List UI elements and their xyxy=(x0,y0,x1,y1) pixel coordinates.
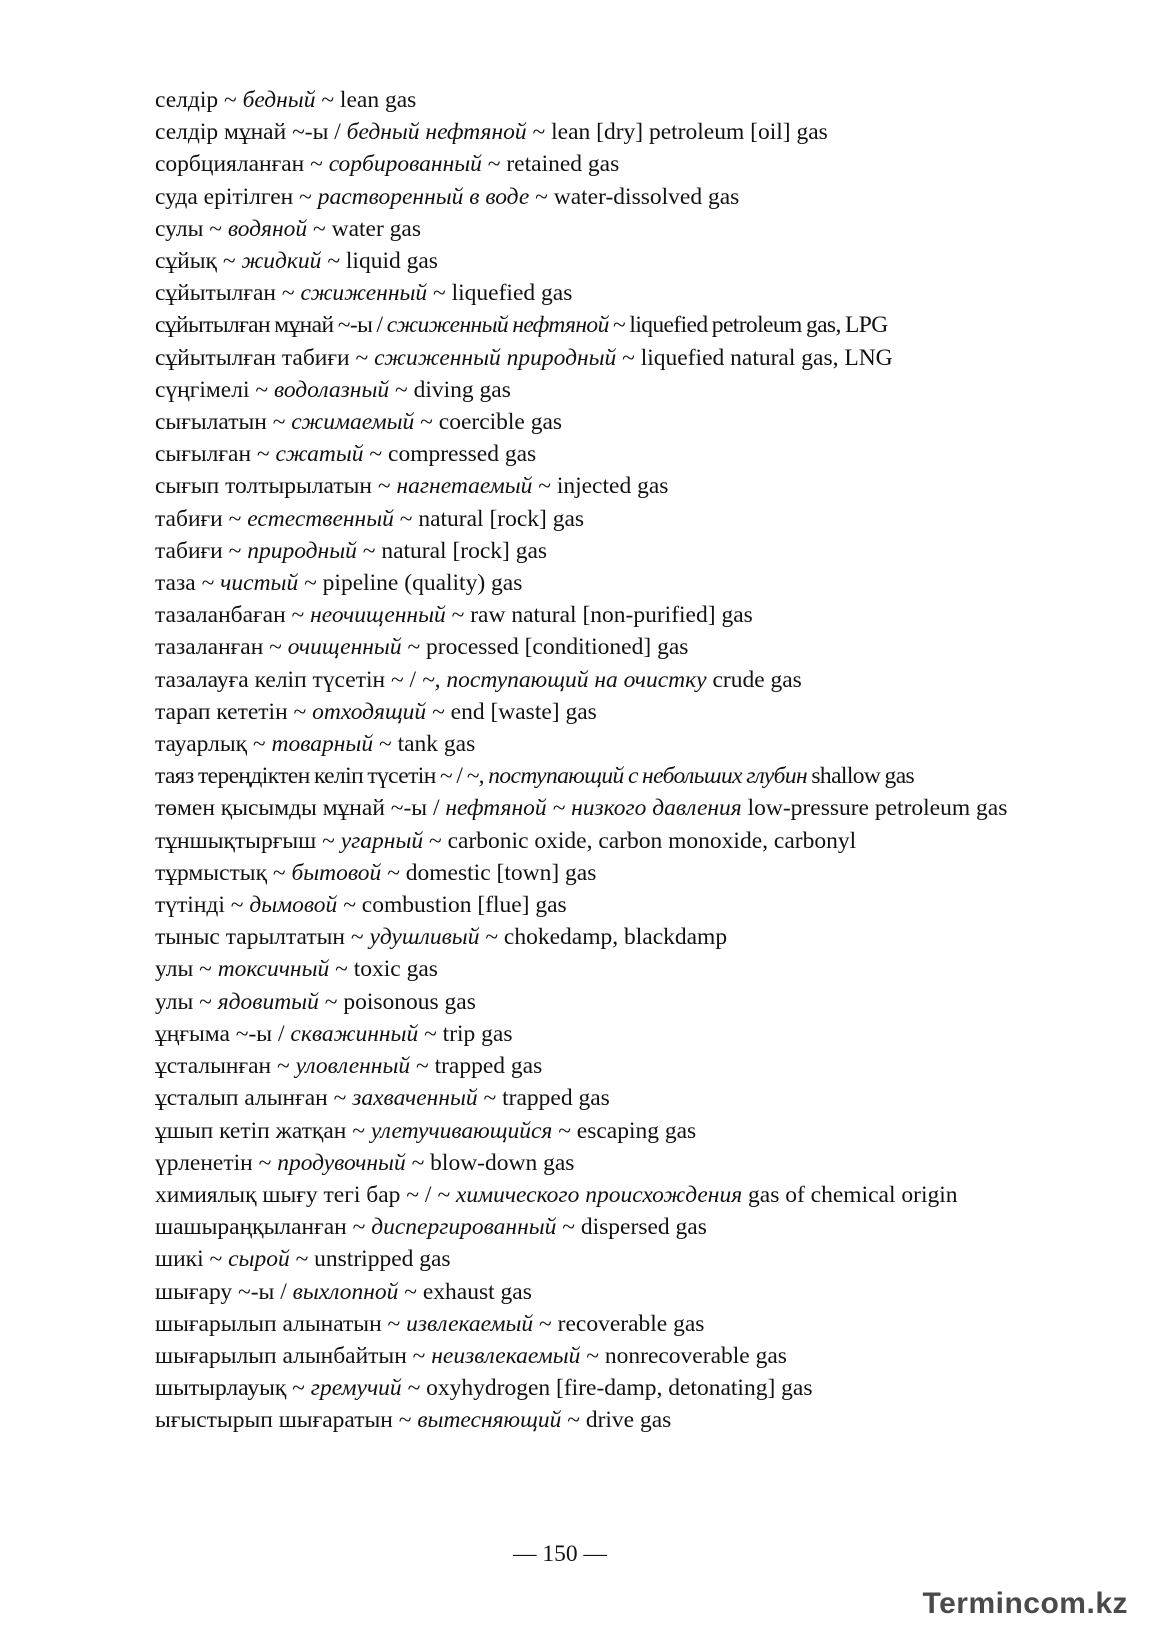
termincom-logo: Termincom.kz xyxy=(922,1587,1128,1620)
glossary-entry: табиғи ~ природный ~ natural [rock] gas xyxy=(155,537,548,564)
glossary-entry: төмен қысымды мұнай ~-ы / нефтяной ~ низкого давления low-pressure petroleum gas xyxy=(155,795,1008,822)
glossary-entry: ұшып кетіп жатқан ~ улетучивающийся ~ escaping gas xyxy=(155,1117,697,1144)
glossary-entry: тазаланбаған ~ неочищенный ~ raw natural [non-purified] gas xyxy=(155,602,753,629)
glossary-entry: ұсталынған ~ уловленный ~ trapped gas xyxy=(155,1053,543,1080)
glossary-entry: селдір ~ бедный ~ lean gas xyxy=(155,87,417,113)
glossary-entry: сығылған ~ сжатый ~ compressed gas xyxy=(155,441,537,468)
glossary-entry: сорбцияланған ~ сорбированный ~ retained gas xyxy=(155,151,620,178)
glossary-entry: тарап кететін ~ отходящий ~ end [waste] gas xyxy=(155,698,597,725)
glossary-entry: сұйық ~ жидкий ~ liquid gas xyxy=(155,248,438,275)
glossary-entry: сығылатын ~ сжимаемый ~ coercible gas xyxy=(155,409,563,436)
glossary-entry: шытырлауық ~ гремучий ~ oxyhydrogen [fire-damp, detonating] gas xyxy=(155,1375,813,1402)
glossary-entry: химиялық шығу тегі бар ~ / ~ химического происхождения gas of chemical origin xyxy=(155,1181,958,1208)
page-number: — 150 — xyxy=(513,1541,607,1567)
glossary-entry: сүңгімелі ~ водолазный ~ diving gas xyxy=(155,376,511,403)
glossary-entry: сұйытылған мұнай ~-ы / сжиженный нефтяной ~ liquefied petroleum gas, LPG xyxy=(155,312,888,339)
glossary-entry: ығыстырып шығаратын ~ вытесняющий ~ drive gas xyxy=(155,1407,672,1434)
glossary-entry: селдір мұнай ~-ы / бедный нефтяной ~ lean [dry] petroleum [oil] gas xyxy=(155,119,828,146)
glossary-entry: таяз тереңдіктен келіп түсетін ~ / ~, поступающий с небольших глубин shallow gas xyxy=(155,763,915,790)
glossary-entry: таза ~ чистый ~ pipeline (quality) gas xyxy=(155,570,523,597)
glossary-entry: улы ~ токсичный ~ toxic gas xyxy=(155,956,438,983)
glossary-entry: сұйытылған табиғи ~ сжиженный природный ~ liquefied natural gas, LNG xyxy=(155,344,893,371)
glossary-entry: тұншықтырғыш ~ угарный ~ carbonic oxide, carbon monoxide, carbonyl xyxy=(155,827,857,854)
glossary-entry: тұрмыстық ~ бытовой ~ domestic [town] gas xyxy=(155,859,597,886)
glossary-entry: тазалауға келіп түсетін ~ / ~, поступающий на очистку crude gas xyxy=(155,666,802,693)
glossary-entry: сығып толтырылатын ~ нагнетаемый ~ injected gas xyxy=(155,473,669,500)
glossary-entry: улы ~ ядовитый ~ poisonous gas xyxy=(155,988,476,1015)
glossary-entry: түтінді ~ дымовой ~ combustion [flue] gas xyxy=(155,892,567,919)
glossary-entry: ұсталып алынған ~ захваченный ~ trapped gas xyxy=(155,1085,610,1112)
glossary-entry: табиғи ~ естественный ~ natural [rock] gas xyxy=(155,505,585,532)
glossary-entry: шығарылып алынатын ~ извлекаемый ~ recoverable gas xyxy=(155,1310,705,1337)
glossary-entry: ұңғыма ~-ы / скважинный ~ trip gas xyxy=(155,1020,513,1047)
glossary-entry: шығарылып алынбайтын ~ неизвлекаемый ~ nonrecoverable gas xyxy=(155,1342,787,1369)
glossary-entry: шикі ~ сырой ~ unstripped gas xyxy=(155,1246,451,1273)
glossary-entry: үрленетін ~ продувочный ~ blow-down gas xyxy=(155,1149,575,1176)
glossary-entry: сұйытылған ~ сжиженный ~ liquefied gas xyxy=(155,280,573,307)
glossary-entry: шашыраңқыланған ~ диспергированный ~ dispersed gas xyxy=(155,1214,707,1241)
glossary-entry: сулы ~ водяной ~ water gas xyxy=(155,215,421,242)
glossary-entry: тауарлық ~ товарный ~ tank gas xyxy=(155,731,476,758)
glossary-entries xyxy=(118,84,1008,1437)
glossary-entry: тыныс тарылтатын ~ удушливый ~ chokedamp, blackdamp xyxy=(155,924,728,951)
glossary-entry: шығару ~-ы / выхлопной ~ exhaust gas xyxy=(155,1278,532,1305)
glossary-entry: суда ерітілген ~ растворенный в воде ~ water-dissolved gas xyxy=(155,183,740,210)
glossary-entry: тазаланған ~ очищенный ~ processed [conditioned] gas xyxy=(155,634,689,661)
